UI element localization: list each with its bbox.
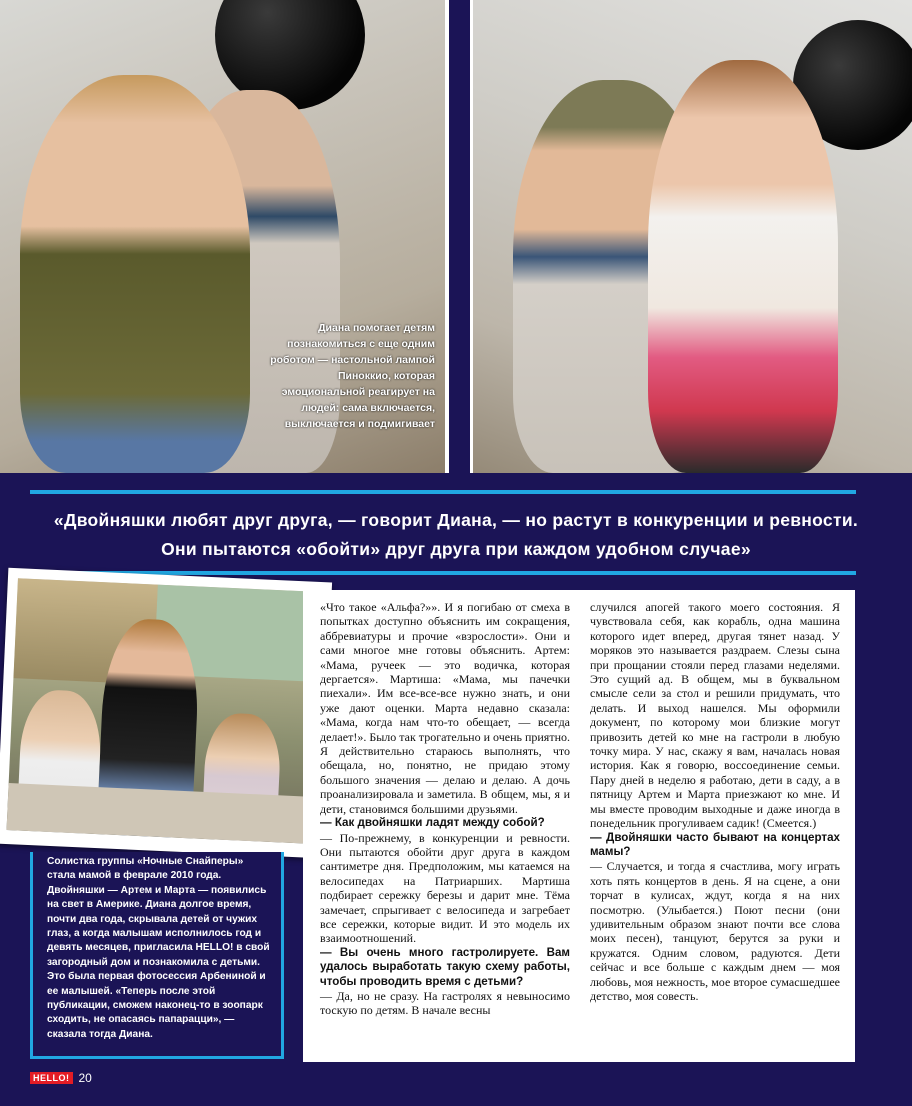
photo-diana-with-son	[0, 0, 449, 473]
boy-figure	[20, 75, 250, 473]
paragraph: — Да, но не сразу. На гастролях я невыносимо тоскую по детям. В начале весны	[320, 988, 570, 1018]
divider-top	[30, 490, 856, 494]
paragraph: «Что такое «Альфа?»». И я погибаю от смеха в попытках доступно объяснить им сокращения, аббревиатуры и прочие «взрослости». Они и сами многое мне готовы объяснить. Артем: «Мама, ручеек — это водичка, которая дергается». Мартиша: «Мама, мы пачечки пиехали». Им все-все-все нужно знать, и они уже дают оценки. Марта недавно сказала: «Мама, когда нам что-то обещает, — всегда делает!». Было так трогательно и очень приятно. Я действительно стараюсь выполнять, что обещала, но, понятно, не придаю этому большого значения — делаю и делаю. А дочь проанализировала и заметила. В общем, мы, я и дети, становимся большими друзьями.	[320, 600, 570, 816]
photo-kitchen-frame	[0, 568, 332, 858]
question: — Двойняшки часто бывают на концертах мамы?	[590, 830, 840, 858]
paragraph: случился апогей такого моего состояния. Я чувствовала себя, как корабль, одна машина которого идет вперед, другая тянет назад. У моряков это называется раздраем. Слезы сына при прощании стояли перед глазами неделями. Это сущий ад. В общем, мы в буквальном смысле сели за стол и решили придумать, что делать. И выход нашелся. Мы оформили документ, по которому мои близкие могут привозить детей ко мне на гастроли в любую точку мира. У нас, скажу я вам, началась новая история. Как я говорю, воссоединение семьи. Пару дней в неделю я работаю, дети в саду, а в пятницу Артем и Марта приезжают ко мне. И мы вместе проводим выходные и даже иногда в понедельник прогуливаем садик! (Смеется.)	[590, 600, 840, 831]
page-footer	[30, 1071, 92, 1085]
photo-diana-with-daughter	[470, 0, 912, 473]
article-column-1	[320, 600, 570, 1062]
intro-box: Солистка группы «Ночные Снайперы» стала мамой в феврале 2010 года. Двойняшки — Артем и Марта — появились на свет в Америке. Диана долгое время, почти два года, скрывала детей от чужих глаз, а когда малышам исполнилось год и девять месяцев, пригласила HELLO! в свой загородный дом и познакомила с детьми. Это была первая фотосессия Арбениной и ее малышей. «Теперь после этой публикации, сможем наконец-то в зоопарк сходить, не опасаясь папарацци», — сказала тогда Диана.	[30, 852, 284, 1059]
question: — Вы очень много гастролируете. Вам удалось выработать такую схему работы, чтобы проводить время с детьми?	[320, 945, 570, 988]
girl-figure	[648, 60, 838, 473]
paragraph: — Случается, и тогда я счастлива, могу играть хоть пять концертов в день. Я на сцене, а они торчат в кулисах, ждут, когда я на них посмотрю. (Улыбается.) Поют песни (они удивительным образом знают почти все слова моих песен), танцуют, берутся за руки и кружатся. Одним словом, радуются. Дети сейчас и все больше с каждым днем — моя любовь, моя нежность, мое второе сумасшедшее детство, моя совесть.	[590, 859, 840, 1003]
article-column-2	[590, 600, 840, 1062]
pull-quote: «Двойняшки любят друг друга, — говорит Диана, — но растут в конкуренции и ревности. Они пытаются «обойти» друг друга при каждом удобном случае»	[53, 510, 859, 559]
photo-caption: Диана помогает детям познакомиться с еще одним роботом — настольной лампой Пиноккио, которая эмоциональной реагирует на людей: сама включается, выключается и подмигивает	[270, 322, 435, 430]
question: — Как двойняшки ладят между собой?	[320, 816, 545, 830]
hello-logo: HELLO!	[30, 1072, 73, 1084]
photo-diana-kitchen	[7, 578, 322, 844]
paragraph: — По-прежнему, в конкуренции и ревности. Они пытаются обойти друг друга в каждом сантиметре дня. Предположим, мы катаемся на велосипедах на Патриарших. Мартиша подбирает сережку березы и дарит мне. Тёма замечает, спрыгивает с велосипеда и загребает все сережки, которые видит. И это модель их взаимоотношений.	[320, 830, 570, 946]
page-number: 20	[78, 1071, 92, 1085]
article-body	[303, 590, 855, 1062]
